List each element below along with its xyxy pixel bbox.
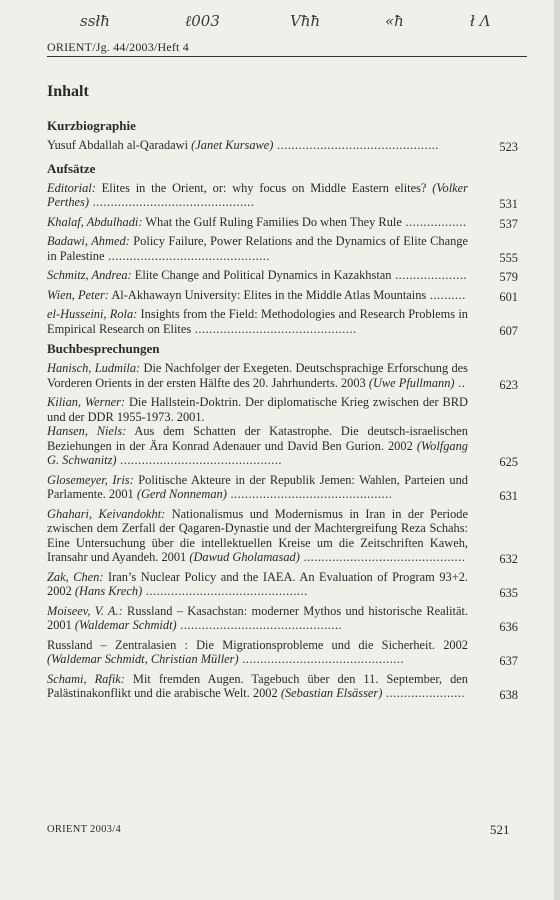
entry-title: Policy Failure, Power Relations and the Dynamics of Elite Change in Palestine	[47, 234, 468, 263]
entry-author: Badawi, Ahmed:	[47, 234, 130, 248]
entry-page-number: 531	[499, 197, 518, 211]
dot-leader: .................	[401, 214, 467, 229]
dot-leader: ....................	[391, 268, 468, 282]
handwritten-note: ł Λ	[470, 12, 491, 30]
toc-entry	[47, 570, 518, 599]
page-title: Inhalt	[47, 83, 89, 100]
entry-author: el-Husseini, Rola:	[47, 307, 138, 321]
dot-leader: ..........	[426, 287, 466, 302]
entry-title: Russland – Kasachstan: moderner Mythos und historische Realität. 2001	[47, 603, 468, 632]
running-head: ORIENT/Jg. 44/2003/Heft 4	[47, 40, 527, 57]
dot-leader: ..	[454, 375, 466, 390]
handwritten-notes	[80, 8, 540, 38]
entry-page-number: 635	[499, 586, 518, 600]
entry-page-number: 555	[499, 250, 518, 265]
dot-leader: .............................................	[299, 550, 466, 564]
toc-entry	[47, 307, 518, 336]
toc-entry	[47, 215, 518, 230]
entry-title: What the Gulf Ruling Families Do when They Rule	[142, 214, 402, 229]
entry-title: Nationalismus und Modernismus in Iran in der Periode zwischen dem Zerfall der Qagaren-Dynastie und der Machtergreifung Reza Schahs: Eine Untersuchung über die intellektuellen Kreise um die Zeitschriften Kaweh, Iransahr und Ayandeh. 2001	[47, 506, 468, 564]
section-heading: Aufsätze	[47, 160, 96, 176]
entry-page-number: 579	[499, 270, 518, 284]
entry-page-number: 625	[499, 455, 518, 469]
entry-page-number: 631	[499, 489, 518, 503]
entry-page-number: 537	[499, 216, 518, 231]
dot-leader: .............................................	[238, 652, 405, 666]
entry-page-number: 636	[499, 620, 518, 634]
toc-entry	[47, 234, 518, 263]
dot-leader: .............................................	[116, 453, 283, 467]
entry-reviewer: (Sebastian Elsässer)	[280, 686, 383, 700]
dot-leader: .............................................	[176, 618, 343, 632]
entry-reviewer: (Dawud Gholamasad)	[189, 550, 300, 564]
entry-author: Hanisch, Ludmila:	[47, 361, 141, 375]
footer-journal: ORIENT 2003/4	[47, 824, 121, 835]
entry-page-number: 638	[499, 688, 518, 702]
toc-entry	[47, 672, 518, 701]
entry-author: Khalaf, Abdulhadi:	[47, 214, 143, 229]
entry-author: Kilian, Werner:	[47, 395, 126, 409]
entry-title: Elite Change and Political Dynamics in Kazakhstan	[131, 268, 392, 282]
footer-page-number: 521	[490, 822, 510, 837]
toc-entry	[47, 288, 518, 303]
section-heading: Buchbesprechungen	[47, 341, 160, 356]
entry-reviewer: (Uwe Pfullmann)	[368, 375, 455, 390]
entry-page-number: 632	[499, 552, 518, 566]
toc-entry	[47, 507, 518, 565]
handwritten-note: Vħħ	[290, 12, 321, 30]
toc-entry	[47, 138, 518, 153]
entry-page-number: 601	[499, 289, 518, 304]
entry-author: Ghahari, Keivandokht:	[47, 506, 166, 521]
dot-leader: .............................................	[142, 584, 308, 598]
entry-reviewer: (Hans Krech)	[74, 584, 143, 598]
entry-reviewer: (Waldemar Schmidt, Christian Müller)	[47, 652, 239, 666]
entry-author: Wien, Peter:	[47, 287, 109, 302]
entry-title: Die Nachfolger der Exegeten. Deutschsprachige Erforschung des Vorderen Orients in der ersten Hälfte des 20. Jahrhunderts. 2003	[47, 361, 468, 390]
table-of-contents	[47, 118, 518, 706]
entry-author: Zak, Chen:	[47, 569, 104, 584]
entry-title: Russland – Zentralasien : Die Migrationsprobleme und die Sicherheit. 2002	[47, 637, 468, 652]
entry-title: Insights from the Field: Methodologies and Research Problems in Empirical Research on Elites	[47, 307, 468, 336]
toc-entry	[47, 268, 518, 283]
entry-author: Moiseev, V. A.:	[47, 603, 123, 618]
entry-page-number: 623	[499, 377, 518, 392]
dot-leader: .............................................	[226, 487, 393, 501]
entry-reviewer: (Wolfgang G. Schwanitz)	[47, 438, 468, 467]
handwritten-note: ℓ003	[185, 12, 220, 30]
toc-entry	[47, 395, 518, 468]
section-heading: Kurzbiographie	[47, 118, 136, 133]
entry-title: Al-Akhawayn University: Elites in the Middle Atlas Mountains	[108, 287, 427, 302]
entry-reviewer: (Janet Kursawe)	[191, 138, 274, 152]
dot-leader: .............................................	[104, 248, 270, 263]
dot-leader: .............................................	[88, 195, 255, 209]
dot-leader: .............................................	[191, 321, 357, 336]
toc-entry	[47, 181, 518, 210]
entry-author: Schami, Rafik:	[47, 671, 125, 686]
page-edge	[554, 0, 560, 900]
entry-title: Yusuf Abdallah al-Qaradawi	[47, 138, 192, 152]
handwritten-note: «ħ	[385, 12, 404, 30]
entry-title: Elites in the Orient, or: why focus on Middle Eastern elites?	[95, 180, 433, 195]
entry-page-number: 637	[499, 654, 518, 668]
dot-leader: .............................................	[273, 138, 439, 152]
entry-reviewer: (Waldemar Schmidt)	[74, 618, 177, 632]
dot-leader: ......................	[382, 686, 466, 700]
toc-entry	[47, 473, 518, 502]
entry-page-number: 607	[499, 323, 518, 338]
entry-title: Politische Akteure in der Republik Jemen: Wahlen, Parteien und Parlamente. 2001	[47, 472, 468, 501]
entry-author: Schmitz, Andrea:	[47, 268, 132, 282]
entry-author: Glosemeyer, Iris:	[47, 472, 134, 487]
entry-author: Editorial:	[47, 180, 96, 195]
entry-title: Iran’s Nuclear Policy and the IAEA. An Evaluation of Program 93+2. 2002	[47, 569, 468, 598]
entry-reviewer: (Gerd Nonneman)	[136, 487, 227, 501]
entry-title: Die Hallstein-Doktrin. Der diplomatische Krieg zwischen der BRD und der DDR 1955-1973. 2001.	[47, 395, 469, 424]
entry-page-number: 523	[499, 140, 518, 154]
entry-title: Mit fremden Augen. Tagebuch über den 11. September, den Palästinakonflikt und die arabische Welt. 2002	[47, 671, 468, 700]
entry-reviewer: (Volker Perthes)	[47, 180, 468, 209]
handwritten-note: ssłħ	[80, 12, 110, 30]
toc-entry	[47, 638, 518, 667]
toc-entry	[47, 604, 518, 633]
entry-author: Hansen, Niels:	[47, 424, 127, 438]
entry-title: Aus dem Schatten der Katastrophe. Die deutsch-israelischen Beziehungen in der Ära Konrad Adenauer und David Ben Gurion. 2002	[47, 424, 468, 453]
toc-entry	[47, 361, 518, 390]
